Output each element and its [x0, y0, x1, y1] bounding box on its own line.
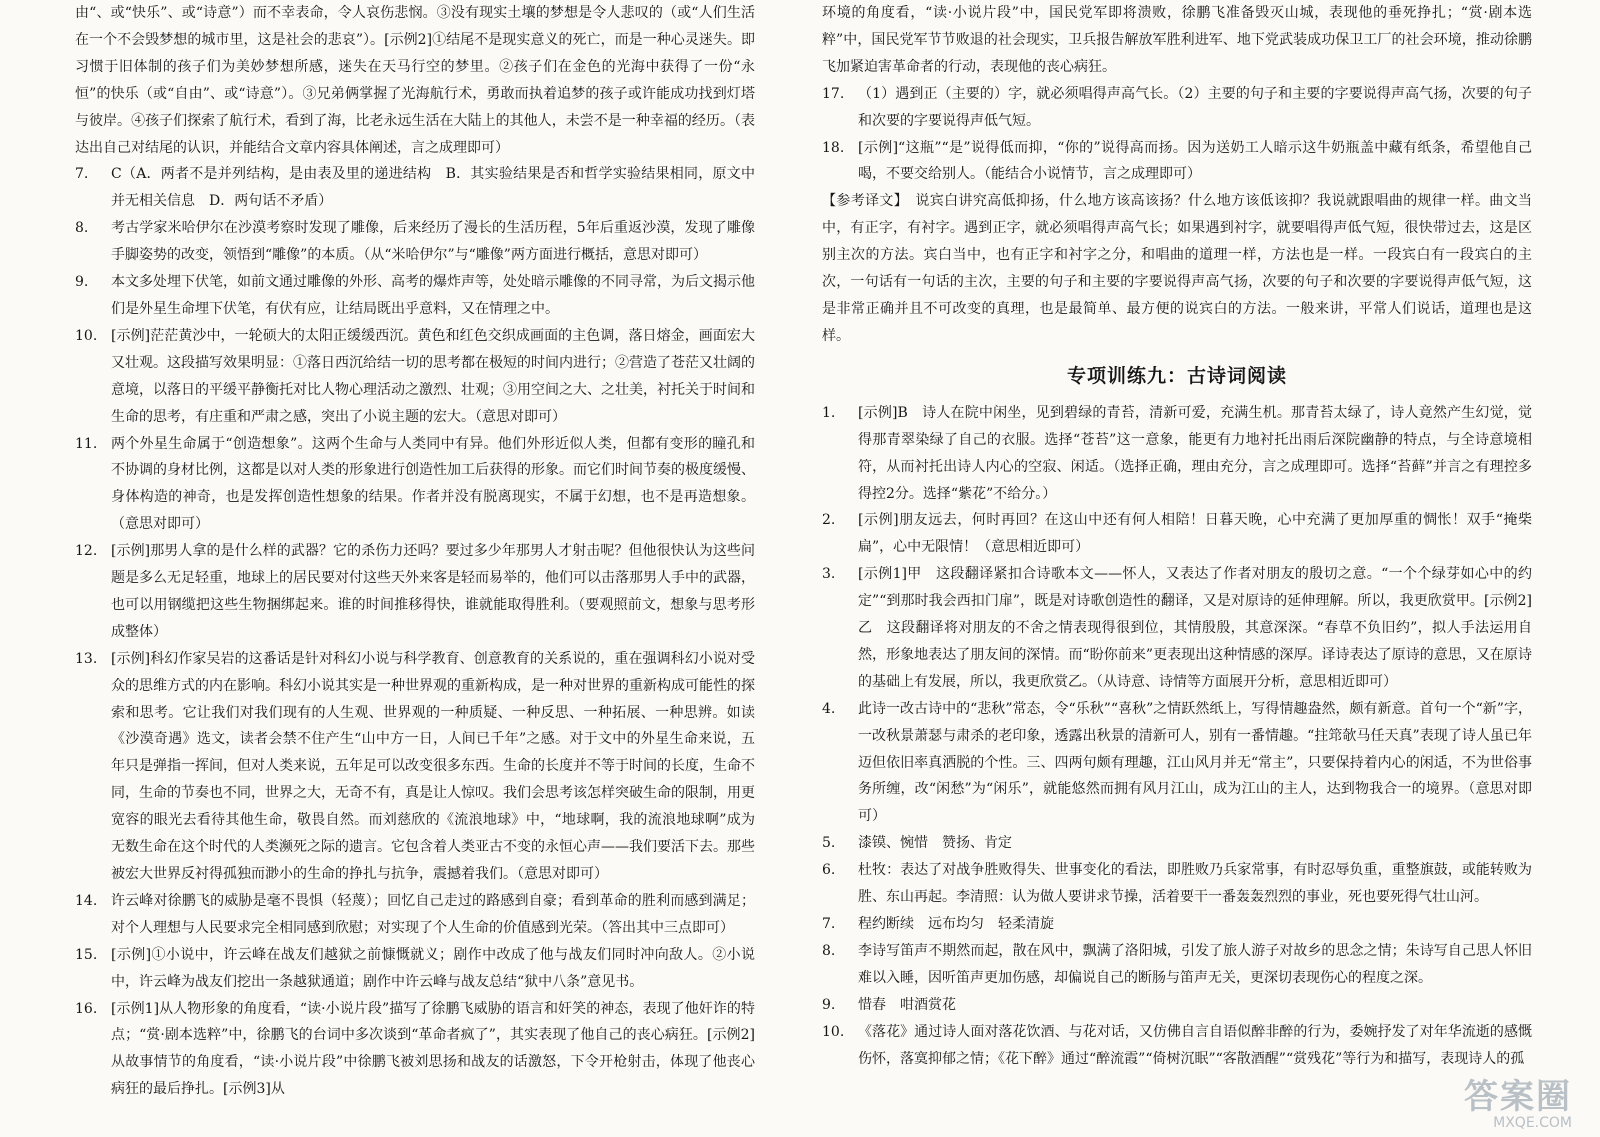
left-column [75, 0, 755, 1103]
answer-text: [示例1]从人物形象的角度看，“读·小说片段”描写了徐鹏飞威胁的语言和奸笑的神态，表现了他奸诈的特点；“赏·剧本选粹”中，徐鹏飞的台词中多次谈到“革命者疯了”，其实表现了他自己的丧心病狂。[示例2]从故事情节的角度看，“读·小说片段”中徐鹏飞被刘思扬和战友的话激怒，下令开枪射击，体现了他丧心病狂的最后挣扎。[示例3]从 [111, 1000, 755, 1098]
answer-text: 《落花》通过诗人面对落花饮酒、与花对话，又仿佛自言自语似醉非醉的行为，委婉抒发了对年华流逝的感慨伤怀，落寞抑郁之情；《花下醉》通过“醉流霞”“倚树沉眠”“客散酒醒”“赏残花”等行为和描写，表现诗人的孤 [858, 1023, 1532, 1067]
answer-item [822, 1019, 1532, 1073]
answer-item [822, 561, 1532, 696]
answer-item [822, 830, 1532, 857]
answer-number: 9. [75, 274, 89, 291]
answer-number: 3. [822, 566, 836, 583]
answer-item [822, 81, 1532, 135]
answer-number: 4. [822, 700, 836, 717]
answer-item [75, 269, 755, 323]
answer-number: 11. [75, 435, 98, 452]
answer-text: 漆镆、惋惜 赞扬、肯定 [858, 835, 1012, 852]
answer-number: 18. [822, 139, 845, 156]
answer-number: 8. [75, 220, 89, 237]
answer-number: 1. [822, 404, 836, 421]
intro-paragraph: 由“、或“快乐”、或“诗意”）而不幸表命，令人哀伤悲悯。③没有现实土壤的梦想是令人悲叹的（或“人们生活在一个不会毁梦想的城市里，这是社会的悲哀”）。[示例2]①结尾不是现实意义的死亡，而是一种心灵迷失。即习惯于旧体制的孩子们为美妙梦想所感，迷失在天马行空的梦里。②孩子们在金色的光海中获得了一份“永恒”的快乐（或“自由”、或“诗意”）。③兄弟俩掌握了光海航行术，勇敢而执着追梦的孩子或许能成功找到灯塔与彼岸。④孩子们探索了航行术，看到了海，比老永远生活在大陆上的其他人，未尝不是一种幸福的经历。（表达出自己对结尾的认识，并能结合文章内容具体阐述，言之成理即可） [75, 5, 755, 156]
answer-item [822, 400, 1532, 508]
answer-number: 17. [822, 85, 845, 102]
watermark [1464, 1079, 1572, 1131]
answer-number: 2. [822, 512, 836, 529]
answer-item [822, 857, 1532, 911]
section-title: 专项训练九：古诗词阅读 [1066, 364, 1287, 387]
answer-number: 16. [75, 1000, 98, 1017]
answer-text: 许云峰对徐鹏飞的威胁是毫不畏惧（轻蔑）；回忆自己走过的路感到自豪；看到革命的胜利而感到满足；对个人理想与人民要求完全相同感到欣慰；对实现了个人生命的价值感到光荣。（答出其中三点即可） [111, 892, 755, 936]
answer-number: 10. [75, 327, 98, 344]
answer-item [75, 215, 755, 269]
answer-number: 12. [75, 543, 98, 560]
answer-text: [示例]①小说中，许云峰在战友们越狱之前慷慨就义；剧作中改成了他与战友们同时冲向敌人。②小说中，许云峰为战友们挖出一条越狱通道；剧作中许云峰与战友总结“狱中八条”意见书。 [111, 946, 755, 990]
reference-translation: 【参考译文】 说宾白讲究高低抑扬，什么地方该高该扬？什么地方该低该抑？我说就跟唱曲的规律一样。曲文当中，有正字，有衬字。遇到正字，就必须唱得声高气长；如果遇到衬字，就要唱得声低气短，很快带过去，这是区别主次的方法。宾白当中，也有正字和衬字之分，和唱曲的道理一样，方法也是一样。一段宾白有一段宾白的主次，一句话有一句话的主次，主要的句子和主要的字要说得声高气扬，次要的句子和次要的字要说得声低气短，这是非常正确并且不可改变的真理，也是最简单、最方便的说宾白的方法。一般来讲，平常人们说话，道理也是这样。 [822, 193, 1532, 344]
answer-text: 本文多处埋下伏笔，如前文通过雕像的外形、高考的爆炸声等，处处暗示雕像的不同寻常，为后文揭示他们是外星生命埋下伏笔，有伏有应，让结局既出乎意料，又在情理之中。 [111, 274, 755, 317]
answer-number: 15. [75, 946, 98, 963]
answer-text: 杜牧：表达了对战争胜败得失、世事变化的看法，即胜败乃兵家常事，有时忍辱负重，重整旗鼓，或能转败为胜、东山再起。李清照：认为做人要讲求节操，活着要干一番轰轰烈烈的事业，死也要死得气壮山河。 [858, 862, 1532, 906]
answer-number: 7. [75, 166, 89, 183]
answer-item [75, 942, 755, 996]
answer-item [75, 996, 755, 1104]
answer-text: （1）遇到正（主要的）字，就必须唱得声高气长。（2）主要的句子和主要的字要说得声高气扬，次要的句子和次要的字要说得声低气短。 [858, 85, 1532, 129]
answer-text: [示例]那男人拿的是什么样的武器？它的杀伤力还吗？要过多少年那男人才射击呢？但他很快认为这些问题是多么无足轻重，地球上的居民要对付这些天外来客是轻而易举的，他们可以击落那男人手中的武器，也可以用钢缆把这些生物捆绑起来。谁的时间推移得快，谁就能取得胜利。（要观照前文，想象与思考形成整体） [111, 543, 755, 640]
answer-number: 5. [822, 835, 836, 852]
watermark-url: MXQE.COM [1493, 1115, 1572, 1131]
answer-item [822, 911, 1532, 938]
watermark-logo: 答案圈 [1464, 1077, 1572, 1117]
answer-number: 8. [822, 942, 836, 959]
answer-item [75, 888, 755, 942]
answer-number: 6. [822, 862, 836, 879]
answer-text: 此诗一改古诗中的“悲秋”常态，令“乐秋”“喜秋”之情跃然纸上，写得情趣盎然，颇有新意。首句一个“新”字，一改秋景萧瑟与肃杀的老印象，透露出秋景的清新可人，别有一番情趣。“拄筇欹马任天真”表现了诗人虽已年迈但依旧率真洒脱的个性。三、四两句颇有理趣，江山风月并无“常主”，只要保持着内心的闲适，不为世俗事务所缠，改“闲愁”为“闲乐”，就能悠然而拥有风月江山，成为江山的主人，达到物我合一的境界。（意思对即可） [858, 700, 1532, 825]
answer-item [75, 538, 755, 646]
answer-text: C（A．两者不是并列结构，是由表及里的递进结构 B．其实验结果是否和哲学实验结果相同，原文中并无相关信息 D．两句话不矛盾） [111, 166, 755, 210]
answer-text: 惜春 咁酒赏花 [858, 996, 956, 1013]
answer-text: [示例1]甲 这段翻译紧扣合诗歌本文——怀人，又表达了作者对朋友的殷切之意。“一个个绿芽如心中的约定”“到那时我会西扣门扉”，既是对诗歌创造性的翻译，又是对原诗的延伸理解。所以，我更欣赏甲。[示例2]乙 这段翻译将对朋友的不舍之情表现得很到位，其情殷殷，其意深深。“春草不负旧约”，拟人手法运用自然，形象地表达了朋友间的深情。而“盼你前来”更表现出这种情感的深厚。译诗表达了原诗的意思，又在原诗的基础上有发展，所以，我更欣赏乙。（从诗意、诗情等方面展开分析，意思相近即可） [858, 566, 1532, 690]
right-answer-list-b [822, 400, 1532, 1073]
answer-number: 10. [822, 1023, 845, 1040]
answer-text: 程约断续 远布均匀 轻柔清旋 [858, 916, 1054, 932]
answer-text: 李诗写笛声不期然而起，散在风中，飘满了洛阳城，引发了旅人游子对故乡的思念之情；朱诗写自己思人怀旧难以入睡，因听笛声更加伤感，却偏说自己的断肠与笛声无关，更深切表现伤心的程度之深。 [858, 942, 1532, 986]
answer-number: 7. [822, 916, 836, 932]
answer-text: [示例]科幻作家吴岩的这番话是针对科幻小说与科学教育、创意教育的关系说的，重在强调科幻小说对受众的思维方式的内在影响。科幻小说其实是一种世界观的重新构成，是一种对世界的重新构成可能性的探索和思考。它让我们对我们现有的人生观、世界观的一种质疑、一种反思、一种拓展、一种思辨。如读《沙漠奇遇》选文，读者会禁不住产生“山中方一日，人间已千年”之感。对于文中的外星生命来说，五年只是弹指一挥间，但对人类来说，五年足可以改变很多东西。生命的长度并不等于时间的长度，生命不同，生命的节奏也不同，世界之大，无奇不有，真是让人惊叹。我们会思考该怎样突破生命的限制，用更宽容的眼光去看待其他生命，敬畏自然。而刘慈欣的《流浪地球》中，“地球啊，我的流浪地球啊”成为无数生命在这个时代的人类濒死之际的遗言。它包含着人类亚古不变的永恒心声——我们要活下去。那些被宏大世界反衬得孤独而渺小的生命的挣扎与抗争，震撼着我们。（意思对即可） [111, 650, 755, 882]
answer-item [822, 938, 1532, 992]
answer-item [75, 431, 755, 539]
answer-item [822, 507, 1532, 561]
answer-text: [示例]“这瓶”“是”说得低而抑，“你的”说得高而扬。因为送奶工人暗示这牛奶瓶盖中藏有纸条，希望他自己喝，不要交给别人。（能结合小说情节，言之成理即可） [858, 139, 1532, 183]
answer-text: 两个外星生命属于“创造想象”。这两个生命与人类同中有异。他们外形近似人类，但都有变形的瞳孔和不协调的身材比例，这都是以对人类的形象进行创造性加工后获得的形象。而它们时间节奏的极度缓慢、身体构造的神奇，也是发挥创造性想象的结果。作者并没有脱离现实，不属于幻想，也不是再造想象。（意思对即可） [111, 435, 755, 533]
left-answer-list [75, 161, 755, 1103]
answer-item [75, 323, 755, 431]
answer-item [75, 161, 755, 215]
answer-text: [示例]朋友远去，何时再回？在这山中还有何人相陪！日暮天晚，心中充满了更加厚重的惆怅！双手“掩柴扁”，心中无限情！（意思相近即可） [858, 512, 1532, 556]
answer-item [75, 646, 755, 888]
answer-item [822, 135, 1532, 189]
answer-number: 14. [75, 892, 98, 909]
continued-paragraph: 环境的角度看，“读·小说片段”中，国民党军即将溃败，徐鹏飞准备毁灭山城，表现他的垂死挣扎；“赏·剧本选粹”中，国民党军节节败退的社会现实，卫兵报告解放军胜利进军、地下党武装成功保卫工厂的社会环境，推动徐鹏飞加紧迫害革命者的行动，表现他的丧心病狂。 [822, 5, 1532, 75]
right-column [822, 0, 1532, 1072]
answer-item [822, 696, 1532, 831]
answer-item [822, 992, 1532, 1019]
right-answer-list-a [822, 81, 1532, 189]
answer-text: [示例]茫茫黄沙中，一轮硕大的太阳正缓缓西沉。黄色和红色交织成画面的主色调，落日熔金，画面宏大又壮观。这段描写效果明显：①落日西沉给结一切的思考都在极短的时间内进行；②营造了苍茫又壮阔的意境，以落日的平缓平静衡托对比人物心理活动之激烈、壮观；③用空间之大、之壮美，衬托关于时间和生命的思考，有庄重和严肃之感，突出了小说主题的宏大。（意思对即可） [111, 327, 755, 425]
answer-text: 考古学家米哈伊尔在沙漠考察时发现了雕像，后来经历了漫长的生活历程，5年后重返沙漠，发现了雕像手脚姿势的改变，领悟到“雕像”的本质。（从“米哈伊尔”与“雕像”两方面进行概括，意思对即可） [111, 220, 755, 264]
answer-number: 9. [822, 996, 836, 1013]
answer-number: 13. [75, 650, 98, 667]
answer-text: [示例]B 诗人在院中闲坐，见到碧绿的青苔，清新可爱，充满生机。那青苔太绿了，诗人竟然产生幻觉，觉得那青翠染绿了自己的衣服。选择“苍苔”这一意象，能更有力地衬托出雨后深院幽静的特点，与全诗意境相符，从而衬托出诗人内心的空寂、闲适。（选择正确，理由充分，言之成理即可。选择“苔藓”并言之有理控多得控2分。选择“紫花”不给分。） [858, 404, 1532, 502]
